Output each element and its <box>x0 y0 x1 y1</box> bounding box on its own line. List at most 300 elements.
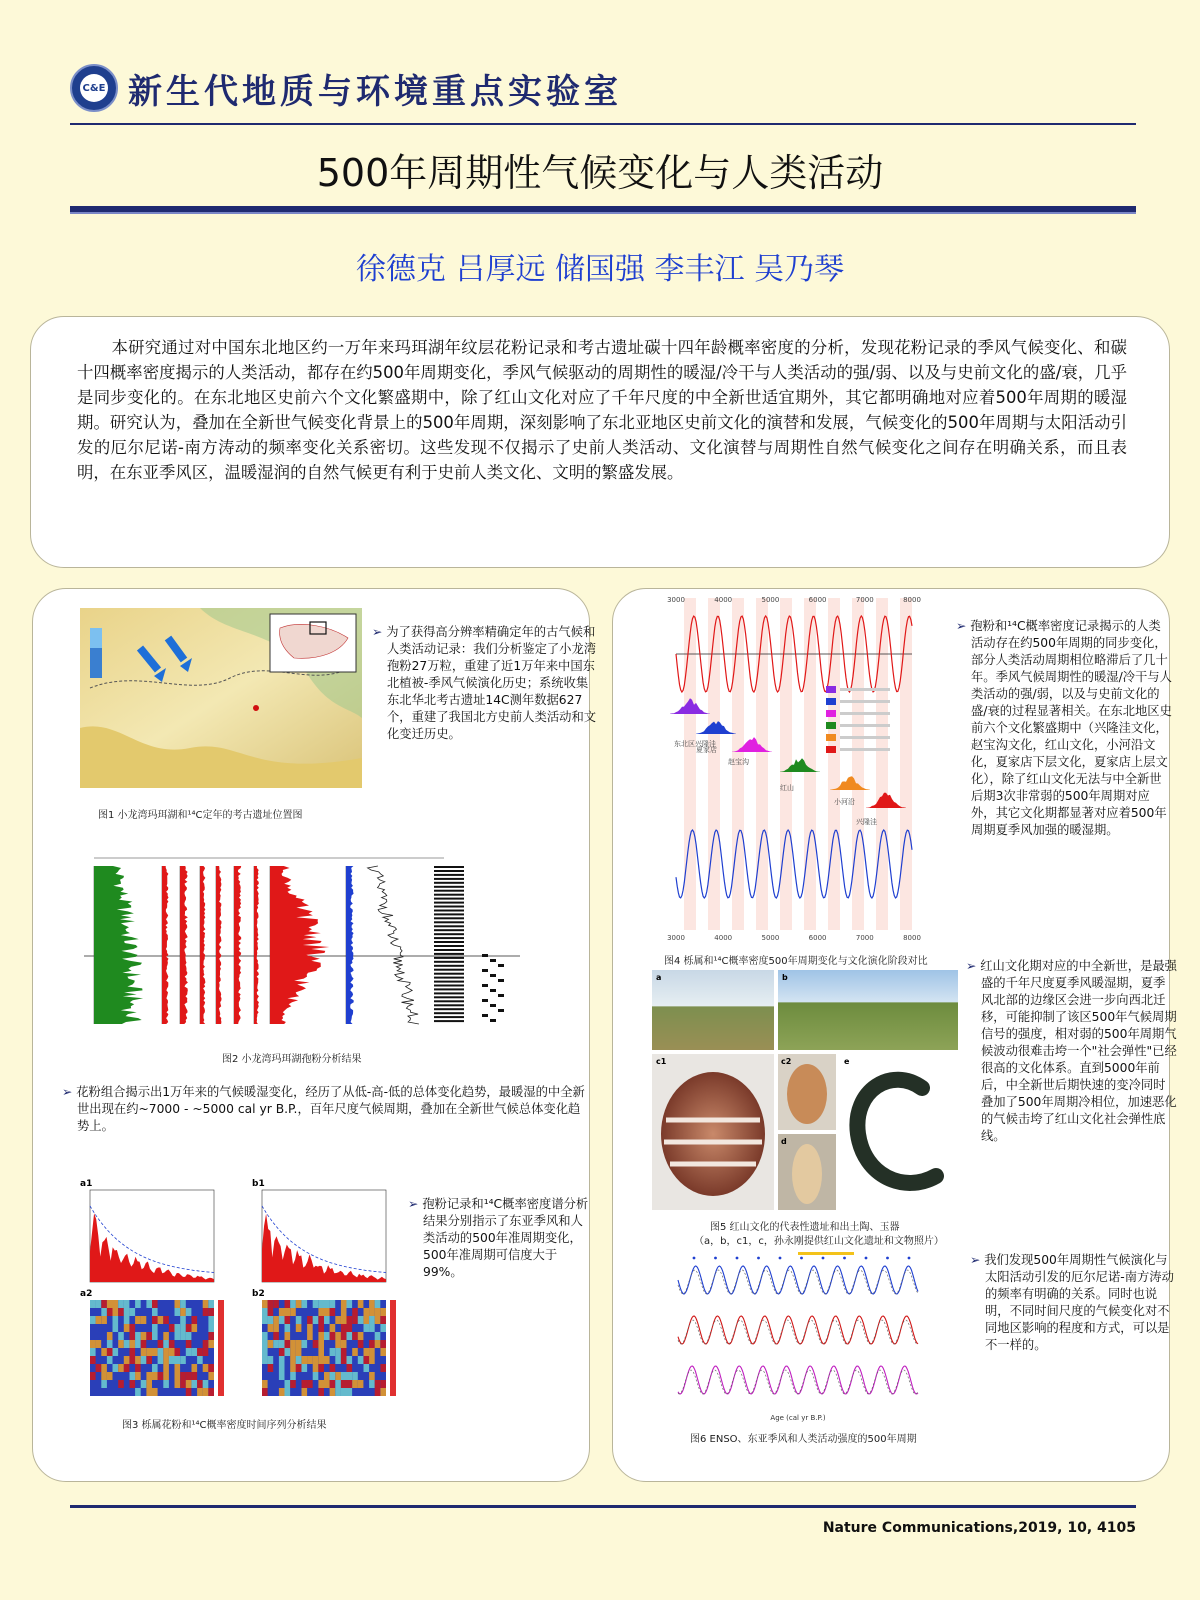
fig4-legend-swatch-0 <box>826 686 836 693</box>
warm-phase-band <box>852 598 864 930</box>
wavelet-cell <box>290 1372 296 1380</box>
wavelet-cell <box>285 1348 291 1356</box>
wavelet-cell <box>124 1324 130 1332</box>
wavelet-cell <box>285 1300 291 1308</box>
wavelet-cell <box>118 1340 124 1348</box>
wavelet-cell <box>268 1316 274 1324</box>
wavelet-cell <box>369 1356 375 1364</box>
right-bullet-1 <box>956 618 1173 839</box>
wavelet-cell <box>330 1308 336 1316</box>
fig4-top-tick-6000: 6000 <box>808 596 827 604</box>
fig6-cycle-ref-2 <box>678 1370 918 1394</box>
left-bullet-2 <box>62 1084 589 1135</box>
wavelet-cell <box>186 1340 192 1348</box>
wavelet-cell <box>96 1300 102 1308</box>
wavelet-cell <box>175 1372 181 1380</box>
wavelet-cell <box>318 1332 324 1340</box>
wavelet-cell <box>180 1324 186 1332</box>
wavelet-cell <box>101 1316 107 1324</box>
wavelet-cell <box>180 1372 186 1380</box>
wavelet-cell <box>90 1372 96 1380</box>
pollen-curve-0 <box>94 866 143 1024</box>
wavelet-cell <box>262 1300 268 1308</box>
fig4-legend-swatch-1 <box>826 698 836 705</box>
wavelet-cell <box>324 1380 330 1388</box>
wavelet-cell <box>152 1300 158 1308</box>
wavelet-cell <box>285 1308 291 1316</box>
fig6-peak-marker <box>865 1257 868 1260</box>
wavelet-cell <box>268 1308 274 1316</box>
wavelet-cell <box>318 1356 324 1364</box>
wavelet-cell <box>290 1300 296 1308</box>
wavelet-cell <box>262 1356 268 1364</box>
varve-band <box>434 965 464 967</box>
wavelet-cell <box>273 1324 279 1332</box>
wavelet-cell <box>90 1348 96 1356</box>
varve-band <box>434 945 464 947</box>
fig6-cycle-ref-0 <box>678 1270 918 1294</box>
fig5-label-e: e <box>844 1057 850 1066</box>
fig5-label-c1: c1 <box>656 1057 667 1066</box>
citation: Nature Communications,2019, 10, 4105 <box>822 1520 1136 1536</box>
wavelet-cell <box>358 1340 364 1348</box>
wavelet-cell <box>152 1372 158 1380</box>
wavelet-cell <box>113 1300 119 1308</box>
arrow-bullet-icon: ➢ <box>966 959 981 973</box>
wavelet-cell <box>146 1348 152 1356</box>
wavelet-cell <box>141 1332 147 1340</box>
wavelet-cell <box>330 1332 336 1340</box>
wavelet-cell <box>158 1316 164 1324</box>
fig4-legend-text-bar-2 <box>840 712 890 715</box>
varve-band <box>434 894 464 896</box>
fig3-label-b1: b1 <box>252 1179 265 1189</box>
wavelet-cell <box>347 1356 353 1364</box>
wavelet-cell <box>175 1300 181 1308</box>
wavelet-cell <box>380 1316 386 1324</box>
wavelet-cell <box>175 1356 181 1364</box>
wavelet-cell <box>130 1372 136 1380</box>
figure-3-time-series <box>76 1176 398 1406</box>
fig6-peak-marker <box>736 1257 739 1260</box>
left-bullet-2-text: 花粉组合揭示出1万年来的气候暖湿变化，经历了从低-高-低的总体变化趋势，最暖湿的中全新世出现在约~7000 - ~5000 cal yr B.P.，百年尺度气候周期，叠加在全新世气候总体变化趋势上。 <box>76 1085 585 1133</box>
wavelet-cell <box>192 1324 198 1332</box>
varve-band <box>434 902 464 904</box>
right-bullet-3-text: 我们发现500年周期性气候演化与太阳活动引发的厄尔尼诺-南方涛动的频率有明确的关系。同时也说明，不同时间尺度的气候变化对不同地区影响的程度和方式，可以是不一样的。 <box>984 1253 1174 1352</box>
wavelet-cell <box>163 1372 169 1380</box>
wavelet-cell <box>296 1316 302 1324</box>
lithology-block <box>490 959 496 962</box>
wavelet-cell <box>352 1372 358 1380</box>
wavelet-cell <box>135 1300 141 1308</box>
varve-band <box>434 949 464 951</box>
wavelet-cell <box>352 1348 358 1356</box>
wavelet-cell <box>124 1356 130 1364</box>
wavelet-cell <box>262 1340 268 1348</box>
wavelet-cell <box>146 1388 152 1396</box>
wavelet-cell <box>341 1308 347 1316</box>
wavelet-cell <box>163 1356 169 1364</box>
fig4-top-tick-8000: 8000 <box>903 596 921 604</box>
wavelet-cell <box>285 1316 291 1324</box>
wavelet-cell <box>203 1380 209 1388</box>
wavelet-cell <box>118 1300 124 1308</box>
wavelet-cell <box>296 1340 302 1348</box>
wavelet-cell <box>96 1364 102 1372</box>
warm-phase-band <box>900 598 912 930</box>
wavelet-cell <box>141 1380 147 1388</box>
wavelet-cell <box>296 1356 302 1364</box>
wavelet-cell <box>347 1332 353 1340</box>
wavelet-cell <box>96 1316 102 1324</box>
fig6-peak-marker <box>908 1257 911 1260</box>
wavelet-cell <box>169 1356 175 1364</box>
wavelet-cell <box>130 1380 136 1388</box>
wavelet-cell <box>163 1316 169 1324</box>
wavelet-cell <box>347 1372 353 1380</box>
fig6-peak-marker <box>714 1257 717 1260</box>
wavelet-cell <box>192 1364 198 1372</box>
varve-band <box>434 1016 464 1018</box>
lithology-block <box>490 1004 496 1007</box>
poster-title: 500年周期性气候变化与人类活动 <box>316 151 884 195</box>
warm-phase-band <box>828 598 840 930</box>
wavelet-cell <box>302 1300 308 1308</box>
wavelet-cell <box>101 1348 107 1356</box>
wavelet-cell <box>175 1364 181 1372</box>
varve-band <box>434 925 464 927</box>
wavelet-cell <box>90 1316 96 1324</box>
wavelet-cell <box>358 1316 364 1324</box>
wavelet-cell <box>158 1340 164 1348</box>
lithology-block <box>498 1009 504 1012</box>
wavelet-cell <box>101 1300 107 1308</box>
wavelet-cell <box>369 1372 375 1380</box>
fig3-label-a2: a2 <box>80 1289 93 1299</box>
figure-1-map <box>80 608 362 788</box>
varve-band <box>434 890 464 892</box>
arrow-bullet-icon: ➢ <box>62 1085 77 1099</box>
wavelet-cell <box>341 1340 347 1348</box>
wavelet-cell <box>364 1308 370 1316</box>
abstract-box: 本研究通过对中国东北地区约一万年来玛珥湖年纹层花粉记录和考古遗址碳十四年龄概率密度的分析，发现花粉记录的季风气候变化、和碳十四概率密度揭示的人类活动，都存在约500年周期变化，季风气候驱动的周期性的暖湿/冷干与人类活动的强/弱、以及与史前文化的盛/衰，几乎是同步变化的。在东北地区史前六个文化繁盛期中，除了红山文化对应了千年尺度的中全新世适宜期外，其它都明确地对应着500年周期的暖湿期。研究认为，叠加在全新世气候变化背景上的500年周期，深刻影响了东北亚地区史前文化的演替和发展，气候变化的500年周期与太阳活动引发的厄尔尼诺-南方涛动的频率变化关系密切。这些发现不仅揭示了史前人类活动、文化演替与周期性自然气候变化之间存在明确关系，而且表明，在东亚季风区，温暖湿润的自然气候更有利于史前人类文化、文明的繁盛发展。 <box>30 316 1170 568</box>
wavelet-cell <box>101 1372 107 1380</box>
varve-band <box>434 870 464 872</box>
warm-phase-band <box>876 598 888 930</box>
warm-phase-band <box>780 598 792 930</box>
varve-band <box>434 996 464 998</box>
pollen-curve-7 <box>270 866 329 1024</box>
fig6-peak-marker <box>757 1257 760 1260</box>
lithology-block <box>490 1019 496 1022</box>
wavelet-cell <box>197 1356 203 1364</box>
fig5-label-d: d <box>781 1137 787 1146</box>
wavelet-cell <box>203 1348 209 1356</box>
wavelet-cell <box>135 1332 141 1340</box>
wavelet-cell <box>290 1308 296 1316</box>
wavelet-cell <box>375 1388 381 1396</box>
wavelet-cell <box>335 1340 341 1348</box>
wavelet-cell <box>380 1340 386 1348</box>
fig4-bottom-tick-3000: 3000 <box>667 934 685 942</box>
wavelet-cell <box>141 1340 147 1348</box>
varve-band <box>434 898 464 900</box>
wavelet-cell <box>180 1308 186 1316</box>
wavelet-cell <box>135 1340 141 1348</box>
fig5-label-c2: c2 <box>781 1057 792 1066</box>
fig6-peak-marker <box>779 1257 782 1260</box>
wavelet-cell <box>175 1332 181 1340</box>
wavelet-cell <box>313 1372 319 1380</box>
figure-5-caption-line2: （a，b，c1，c，孙永刚提供红山文化遗址和文物照片） <box>694 1236 944 1247</box>
wavelet-cell <box>152 1348 158 1356</box>
varve-band <box>434 977 464 979</box>
wavelet-cell <box>279 1348 285 1356</box>
wavelet-cell <box>175 1380 181 1388</box>
wavelet-cell <box>186 1348 192 1356</box>
wavelet-cell <box>318 1316 324 1324</box>
wavelet-cell <box>180 1332 186 1340</box>
footer-divider <box>70 1505 1136 1508</box>
wavelet-cell <box>375 1300 381 1308</box>
wavelet-cell <box>163 1380 169 1388</box>
wavelet-cell <box>146 1372 152 1380</box>
fig3-label-b2: b2 <box>252 1289 265 1299</box>
wavelet-cell <box>341 1356 347 1364</box>
wavelet-cell <box>175 1308 181 1316</box>
pollen-ratio-curve <box>368 866 419 1024</box>
wavelet-cell <box>380 1380 386 1388</box>
figure-1-caption: 图1 小龙湾玛珥湖和¹⁴C定年的考古遗址位置图 <box>98 810 303 821</box>
fig4-culture-label-0: 东北区兴隆洼 <box>674 740 716 748</box>
wavelet-cell <box>118 1332 124 1340</box>
wavelet-cell <box>347 1300 353 1308</box>
wavelet-cell <box>347 1380 353 1388</box>
wavelet-cell <box>197 1348 203 1356</box>
fig4-top-tick-5000: 5000 <box>761 596 780 604</box>
wavelet-cell <box>268 1340 274 1348</box>
wavelet-cell <box>296 1364 302 1372</box>
wavelet-cell <box>208 1316 214 1324</box>
authors: 徐德克 吕厚远 储国强 李丰江 吴乃琴 <box>355 252 845 287</box>
wavelet-cell <box>107 1308 113 1316</box>
wavelet-cell <box>135 1372 141 1380</box>
wavelet-cell <box>273 1316 279 1324</box>
wavelet-cell <box>208 1388 214 1396</box>
lithology-block <box>490 989 496 992</box>
wavelet-cell <box>347 1364 353 1372</box>
varve-band <box>434 988 464 990</box>
wavelet-cell <box>262 1316 268 1324</box>
wavelet-cell <box>107 1372 113 1380</box>
wavelet-cell <box>380 1308 386 1316</box>
lithology-block <box>482 954 488 957</box>
varve-band <box>434 961 464 963</box>
wavelet-cell <box>330 1388 336 1396</box>
pollen-curve-6 <box>254 866 259 1024</box>
wavelet-cell <box>313 1364 319 1372</box>
fig4-legend-text-bar-1 <box>840 700 890 703</box>
wavelet-cell <box>324 1372 330 1380</box>
pollen-curve-8 <box>346 866 354 1024</box>
fig6-peak-marker <box>822 1257 825 1260</box>
varve-band <box>434 1012 464 1014</box>
logo-emblem-icon: C&E <box>80 74 108 102</box>
varve-band <box>434 1008 464 1010</box>
left-bullet-3 <box>408 1196 591 1281</box>
wavelet-cell <box>307 1316 313 1324</box>
wavelet-cell <box>364 1348 370 1356</box>
fig4-legend-text-bar-3 <box>840 724 890 727</box>
pollen-curve-3 <box>200 866 205 1024</box>
wavelet-colorbar-a <box>218 1300 224 1396</box>
varve-band <box>434 906 464 908</box>
varve-band <box>434 886 464 888</box>
wavelet-cell <box>186 1380 192 1388</box>
varve-band <box>434 929 464 931</box>
photo-a <box>652 970 774 1050</box>
left-bullet-1-text: 为了获得高分辨率精确定年的古气候和人类活动记录：我们分析鉴定了小龙湾孢粉27万粒，重建了近1万年来中国东北植被-季风气候演化历史；系统收集东北华北考古遗址14C测年数据627个，重建了我国北方史前人类活动和文化变迁历史。 <box>386 625 597 741</box>
wavelet-cell <box>313 1300 319 1308</box>
wavelet-cell <box>380 1324 386 1332</box>
wavelet-cell <box>358 1356 364 1364</box>
wavelet-cell <box>146 1300 152 1308</box>
varve-band <box>434 992 464 994</box>
varve-band <box>434 1000 464 1002</box>
wavelet-cell <box>273 1332 279 1340</box>
wavelet-cell <box>197 1388 203 1396</box>
fig4-top-tick-3000: 3000 <box>667 596 685 604</box>
wavelet-cell <box>268 1300 274 1308</box>
varve-band <box>434 957 464 959</box>
wavelet-cell <box>96 1340 102 1348</box>
wavelet-cell <box>163 1332 169 1340</box>
wavelet-cell <box>141 1348 147 1356</box>
wavelet-cell <box>318 1324 324 1332</box>
wavelet-cell <box>152 1388 158 1396</box>
wavelet-cell <box>318 1308 324 1316</box>
photo-c1-pottery <box>652 1054 774 1210</box>
warm-phase-band <box>804 598 816 930</box>
wavelet-cell <box>279 1364 285 1372</box>
wavelet-cell <box>113 1324 119 1332</box>
pollen-curve-1 <box>162 866 169 1024</box>
wavelet-cell <box>113 1316 119 1324</box>
wavelet-cell <box>358 1300 364 1308</box>
wavelet-cell <box>262 1308 268 1316</box>
wavelet-cell <box>135 1356 141 1364</box>
fig4-legend-text-bar-5 <box>840 748 890 751</box>
wavelet-cell <box>158 1372 164 1380</box>
photo-b <box>778 970 958 1050</box>
lab-name: 新生代地质与环境重点实验室 <box>128 72 622 112</box>
wavelet-cell <box>330 1300 336 1308</box>
wavelet-cell <box>135 1388 141 1396</box>
left-bullet-1 <box>372 624 597 743</box>
varve-band <box>434 969 464 971</box>
wavelet-cell <box>335 1388 341 1396</box>
wavelet-cell <box>101 1364 107 1372</box>
figure-6-caption: 图6 ENSO、东亚季风和人类活动强度的500年周期 <box>690 1434 917 1445</box>
wavelet-cell <box>296 1300 302 1308</box>
arrow-bullet-icon: ➢ <box>372 625 387 639</box>
varve-band <box>434 866 464 868</box>
figure-2-caption: 图2 小龙湾玛珥湖孢粉分析结果 <box>222 1054 362 1065</box>
wavelet-cell <box>347 1316 353 1324</box>
wavelet-cell <box>175 1324 181 1332</box>
wavelet-cell <box>169 1324 175 1332</box>
wavelet-cell <box>302 1380 308 1388</box>
fig4-culture-label-5: 兴隆洼 <box>856 818 877 826</box>
wavelet-cell <box>352 1380 358 1388</box>
figure-3-caption: 图3 栎属花粉和¹⁴C概率密度时间序列分析结果 <box>122 1420 327 1431</box>
wavelet-cell <box>318 1380 324 1388</box>
varve-band <box>434 1020 464 1022</box>
wavelet-cell <box>208 1372 214 1380</box>
varve-band <box>434 874 464 876</box>
fig4-bottom-tick-6000: 6000 <box>808 934 827 942</box>
wavelet-cell <box>307 1324 313 1332</box>
wavelet-cell <box>352 1332 358 1340</box>
wavelet-cell <box>180 1300 186 1308</box>
fig4-bottom-tick-5000: 5000 <box>761 934 780 942</box>
photo-d-figurine <box>778 1134 836 1210</box>
figure-4-cycle-comparison <box>650 594 948 950</box>
wavelet-cell <box>375 1380 381 1388</box>
pollen-curve-2 <box>180 866 188 1024</box>
fig6-peak-marker <box>800 1257 803 1260</box>
wavelet-cell <box>335 1372 341 1380</box>
wavelet-cell <box>375 1308 381 1316</box>
wavelet-cell <box>341 1324 347 1332</box>
wavelet-cell <box>163 1340 169 1348</box>
wavelet-cell <box>186 1332 192 1340</box>
wavelet-cell <box>141 1356 147 1364</box>
right-bullet-1-text: 孢粉和¹⁴C概率密度记录揭示的人类活动存在约500年周期的同步变化，部分人类活动周期相位略滞后了几十年。季风气候周期性的暖湿/冷干与人类活动的强/弱，以及与史前文化的盛/衰的过程显著相关。在东北地区史前六个文化繁盛期中（兴隆洼文化，赵宝沟文化，红山文化，小河沿文化，夏家店下层文化，夏家店上层文化），除了红山文化无法与中全新世后期3次非常弱的500年周期对应外，其它文化期都显著对应着500年周期夏季风加强的暖湿期。 <box>970 619 1172 837</box>
wavelet-cell <box>208 1364 214 1372</box>
wavelet-cell <box>130 1340 136 1348</box>
wavelet-cell <box>124 1300 130 1308</box>
wavelet-cell <box>208 1340 214 1348</box>
title-divider <box>70 206 1136 214</box>
wavelet-cell <box>330 1364 336 1372</box>
wavelet-cell <box>152 1332 158 1340</box>
wavelet-cell <box>285 1340 291 1348</box>
wavelet-cell <box>152 1316 158 1324</box>
fig4-legend-swatch-4 <box>826 734 836 741</box>
wavelet-cell <box>107 1340 113 1348</box>
fig5-label-b: b <box>782 973 788 982</box>
wavelet-cell <box>124 1316 130 1324</box>
wavelet-cell <box>341 1332 347 1340</box>
wavelet-cell <box>324 1332 330 1340</box>
wavelet-cell <box>330 1324 336 1332</box>
wavelet-cell <box>124 1308 130 1316</box>
wavelet-cell <box>130 1348 136 1356</box>
wavelet-cell <box>208 1300 214 1308</box>
lithology-block <box>498 994 504 997</box>
wavelet-cell <box>141 1316 147 1324</box>
fig4-legend-text-bar-4 <box>840 736 890 739</box>
wavelet-cell <box>90 1356 96 1364</box>
wavelet-cell <box>113 1308 119 1316</box>
wavelet-cell <box>262 1388 268 1396</box>
wavelet-cell <box>197 1380 203 1388</box>
wavelet-cell <box>302 1388 308 1396</box>
wavelet-cell <box>130 1308 136 1316</box>
wavelet-cell <box>175 1348 181 1356</box>
varve-band <box>434 882 464 884</box>
